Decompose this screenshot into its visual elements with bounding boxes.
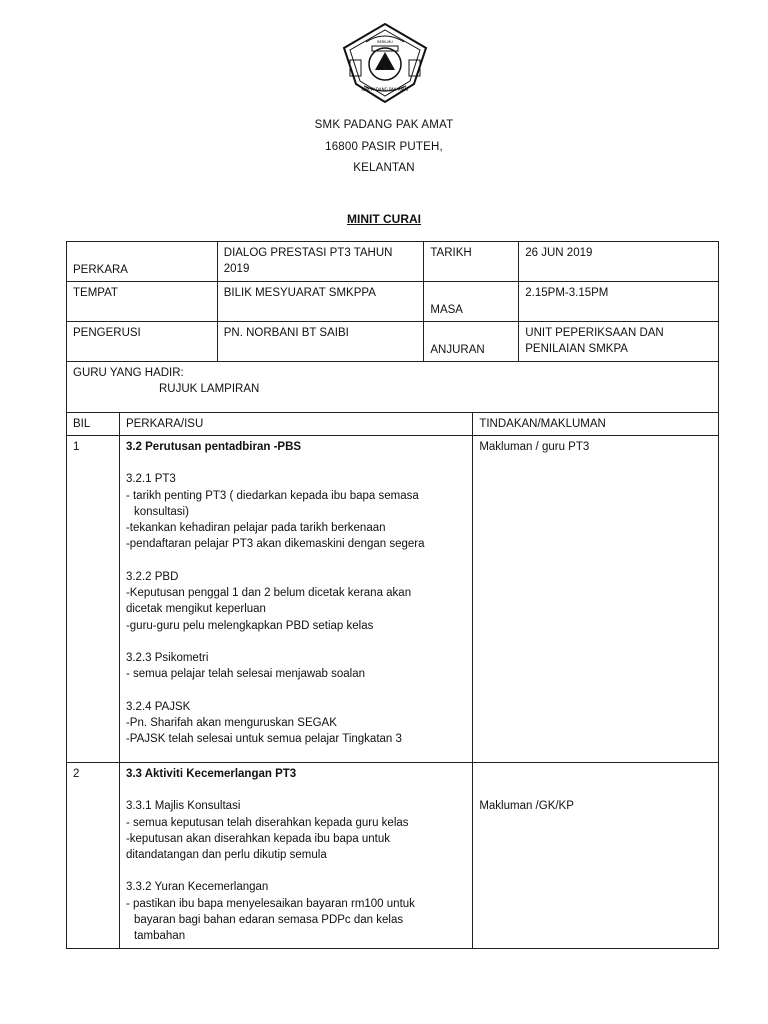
section-line: dicetak mengikut keperluan [125,603,266,616]
section-title: 3.2.2 PBD [125,570,179,583]
col-perkara-header: PERKARA/ISU [119,413,472,436]
section-line: - tarikh penting PT3 ( diedarkan kepada ibu bapa semasa [125,489,419,502]
minutes-table [66,241,719,949]
tempat-label: TEMPAT [67,282,218,322]
school-crest-icon [342,22,428,104]
guru-hadir-cell [67,362,719,413]
row-tindakan: Makluman / guru PT3 [473,436,719,763]
table-row [67,763,719,949]
section-title: 3.2.4 PAJSK [125,700,191,713]
masa-value: 2.15PM-3.15PM [519,282,719,322]
row-heading: 3.3 Aktiviti Kecemerlangan PT3 [125,768,297,780]
anjuran-label: ANJURAN [424,322,519,362]
section-line: - pastikan ibu bapa menyelesaikan bayaran rm100 untuk [125,897,415,910]
section-line: -tekankan kehadiran pelajar pada tarikh berkenaan [125,522,386,535]
section-line: -Keputusan penggal 1 dan 2 belum dicetak kerana akan [125,587,412,600]
row-guru-hadir [67,362,719,413]
section-line: konsultasi) [133,505,189,518]
section-title: 3.3.1 Majlis Konsultasi [125,800,241,813]
section-line: - semua pelajar telah selesai menjawab soalan [125,668,366,681]
crest-ribbon: SMK PADANG PAK AMAT [361,87,409,92]
guru-hadir-value: RUJUK LAMPIRAN [159,383,260,395]
section-line: - semua keputusan telah diserahkan kepada guru kelas [125,816,409,829]
anjuran-value-line2: PENILAIAN SMKPA [525,343,628,355]
school-address-line2: KELANTAN [353,162,415,174]
perkara-label: PERKARA [67,242,218,282]
row-content [119,763,472,949]
tempat-value: BILIK MESYUARAT SMKPPA [217,282,424,322]
row-tindakan [473,763,719,949]
row-pengerusi [67,322,719,362]
school-address-line1: 16800 PASIR PUTEH, [325,141,443,153]
row-perkara [67,242,719,282]
section-line: -keputusan akan diserahkan kepada ibu bapa untuk [125,832,391,845]
row-tempat [67,282,719,322]
section-line: bayaran bagi bahan edaran semasa PDPc dan kelas [133,914,404,927]
table-row [67,436,719,763]
section-title: 3.2.3 Psikometri [125,651,209,664]
section-line: -PAJSK telah selesai untuk semua pelajar Tingkatan 3 [125,733,402,746]
row-tindakan-text: Makluman /GK/KP [479,800,574,812]
anjuran-value [519,322,719,362]
row-content [119,436,472,763]
pengerusi-value: PN. NORBANI BT SAIBI [217,322,424,362]
section-line: ditandatangan dan perlu dikutip semula [125,849,327,862]
tarikh-value: 26 JUN 2019 [519,242,719,282]
school-name: SMK PADANG PAK AMAT [314,119,454,131]
crest-banner: BERILMU [377,40,393,44]
section-line: -Pn. Sharifah akan menguruskan SEGAK [125,716,337,729]
row-bil: 2 [67,763,120,949]
section-title: 3.2.1 PT3 [125,473,176,486]
col-tindakan-header: TINDAKAN/MAKLUMAN [473,413,719,436]
guru-hadir-label: GURU YANG HADIR: [73,367,184,379]
section-line: -pendaftaran pelajar PT3 akan dikemaskini dengan segera [125,538,425,551]
tarikh-label: TARIKH [424,242,519,282]
document-title: MINIT CURAI [347,212,421,226]
masa-label: MASA [424,282,519,322]
row-heading: 3.2 Perutusan pentadbiran -PBS [125,441,302,453]
section-title: 3.3.2 Yuran Kecemerlangan [125,881,269,894]
col-bil-header: BIL [67,413,120,436]
row-bil: 1 [67,436,120,763]
section-line: -guru-guru pelu melengkapkan PBD setiap kelas [125,619,374,632]
column-header-row [67,413,719,436]
section-line: tambahan [133,930,186,943]
anjuran-value-line1: UNIT PEPERIKSAAN DAN [525,327,664,339]
perkara-value: DIALOG PRESTASI PT3 TAHUN 2019 [217,242,424,282]
pengerusi-label: PENGERUSI [67,322,218,362]
